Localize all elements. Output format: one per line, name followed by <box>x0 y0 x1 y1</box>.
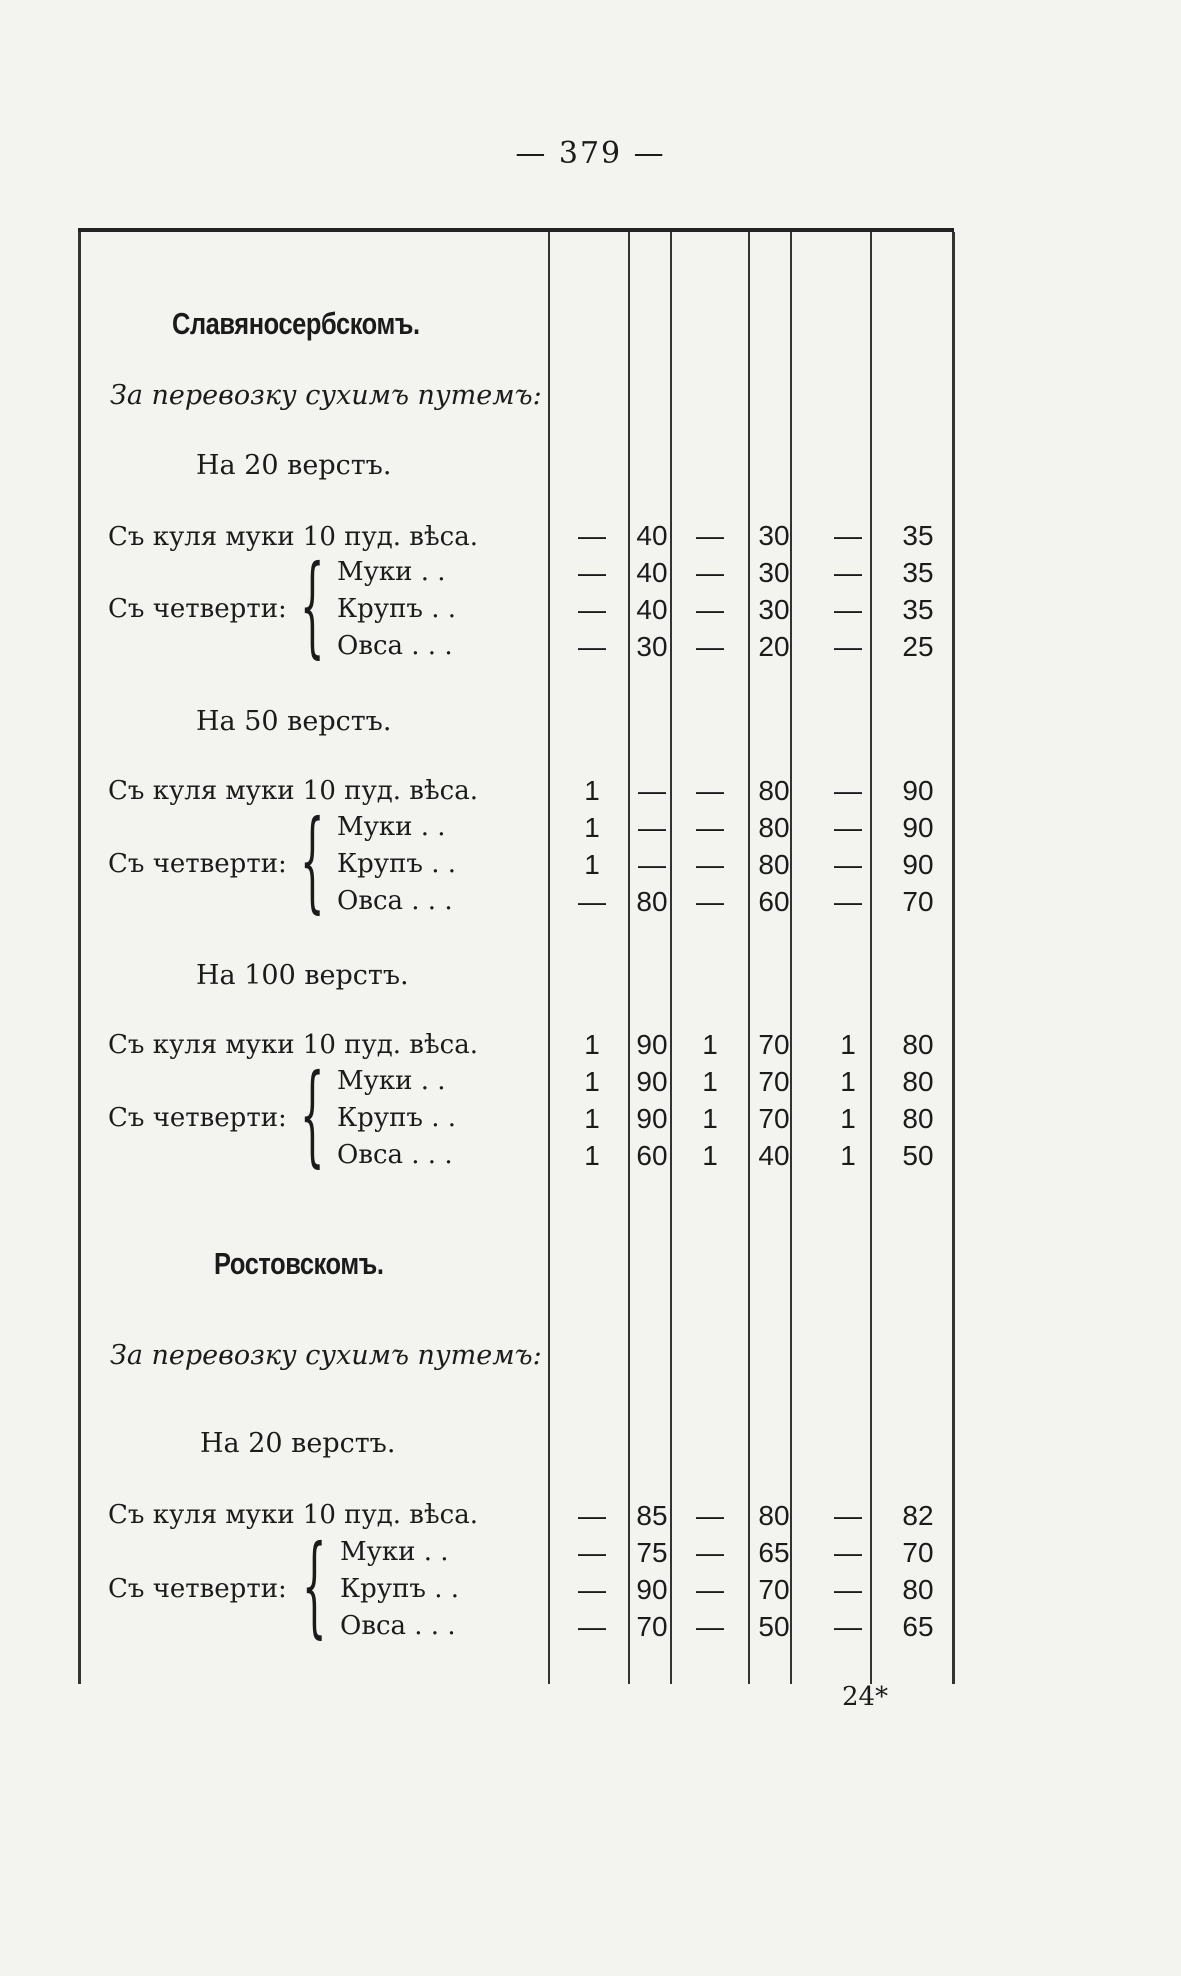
value-cell: — <box>578 631 606 662</box>
value-cell: — <box>578 520 606 551</box>
value-cell: 70 <box>758 1066 790 1097</box>
value-cell: — <box>696 1537 724 1568</box>
value-cell: — <box>696 812 724 843</box>
value-cell: 1 <box>840 1029 856 1060</box>
value-cell: 1 <box>584 849 600 880</box>
value-cell: 40 <box>636 594 668 625</box>
kul-label: Съ куля муки 10 пуд. вѣса. <box>108 1030 478 1060</box>
value-cell: 70 <box>636 1611 668 1642</box>
table-top-rule <box>78 228 954 232</box>
value-cell: 35 <box>902 557 934 588</box>
value-cell: — <box>834 1611 862 1642</box>
value-cell: 80 <box>758 849 790 880</box>
value-cell: — <box>638 849 666 880</box>
quarter-label: Съ четверти: <box>108 1103 287 1133</box>
value-cell: 80 <box>758 812 790 843</box>
value-cell: — <box>578 1537 606 1568</box>
value-cell: — <box>696 1500 724 1531</box>
brace: { <box>300 1050 325 1178</box>
value-cell: 30 <box>758 594 790 625</box>
brace: { <box>300 541 325 669</box>
value-cell: 70 <box>758 1103 790 1134</box>
column-rule <box>548 232 550 1684</box>
column-rule <box>790 232 792 1684</box>
grain-label: Крупъ . . <box>340 1574 459 1604</box>
value-cell: 30 <box>636 631 668 662</box>
grain-label: Крупъ . . <box>337 594 456 624</box>
value-cell: — <box>834 812 862 843</box>
value-cell: 1 <box>702 1103 718 1134</box>
value-cell: 1 <box>702 1029 718 1060</box>
distance-label: На 100 верстъ. <box>196 960 409 991</box>
value-cell: — <box>696 594 724 625</box>
value-cell: 35 <box>902 520 934 551</box>
value-cell: 1 <box>584 812 600 843</box>
value-cell: 1 <box>584 1140 600 1171</box>
table-right-rule <box>952 232 955 1684</box>
value-cell: — <box>578 1500 606 1531</box>
value-cell: 70 <box>902 1537 934 1568</box>
section-title: Ростовскомъ. <box>214 1246 384 1281</box>
value-cell: 1 <box>840 1140 856 1171</box>
value-cell: 80 <box>902 1029 934 1060</box>
column-rule <box>748 232 750 1684</box>
value-cell: 65 <box>902 1611 934 1642</box>
column-rule <box>628 232 630 1684</box>
value-cell: 90 <box>902 775 934 806</box>
value-cell: 1 <box>840 1103 856 1134</box>
value-cell: 80 <box>636 886 668 917</box>
value-cell: — <box>834 775 862 806</box>
grain-label: Крупъ . . <box>337 1103 456 1133</box>
value-cell: 1 <box>584 1066 600 1097</box>
value-cell: 80 <box>902 1103 934 1134</box>
value-cell: — <box>696 775 724 806</box>
grain-label: Муки . . <box>337 557 446 587</box>
value-cell: 82 <box>902 1500 934 1531</box>
distance-label: На 50 верстъ. <box>196 706 392 737</box>
value-cell: 70 <box>902 886 934 917</box>
value-cell: 25 <box>902 631 934 662</box>
value-cell: — <box>578 557 606 588</box>
value-cell: — <box>834 1574 862 1605</box>
value-cell: 90 <box>902 849 934 880</box>
value-cell: — <box>638 775 666 806</box>
value-cell: — <box>578 594 606 625</box>
signature-mark: 24* <box>842 1682 889 1712</box>
value-cell: 60 <box>758 886 790 917</box>
grain-label: Крупъ . . <box>337 849 456 879</box>
value-cell: 1 <box>840 1066 856 1097</box>
value-cell: — <box>834 631 862 662</box>
value-cell: 90 <box>636 1029 668 1060</box>
value-cell: 40 <box>636 557 668 588</box>
kul-label: Съ куля муки 10 пуд. вѣса. <box>108 522 478 552</box>
grain-label: Муки . . <box>340 1537 449 1567</box>
table-left-rule <box>78 232 81 1684</box>
value-cell: 50 <box>758 1611 790 1642</box>
value-cell: — <box>696 631 724 662</box>
quarter-label: Съ четверти: <box>108 849 287 879</box>
value-cell: — <box>696 849 724 880</box>
grain-label: Муки . . <box>337 1066 446 1096</box>
grain-label: Овса . . . <box>340 1611 456 1641</box>
brace: { <box>300 796 325 924</box>
value-cell: — <box>696 886 724 917</box>
value-cell: — <box>834 849 862 880</box>
grain-label: Овса . . . <box>337 631 453 661</box>
section-subtitle: За перевозку сухимъ путемъ: <box>110 1340 542 1371</box>
distance-label: На 20 верстъ. <box>196 450 392 481</box>
column-rule <box>870 232 872 1684</box>
value-cell: 30 <box>758 520 790 551</box>
value-cell: 90 <box>636 1066 668 1097</box>
value-cell: 20 <box>758 631 790 662</box>
grain-label: Овса . . . <box>337 1140 453 1170</box>
quarter-label: Съ четверти: <box>108 594 287 624</box>
value-cell: 70 <box>758 1029 790 1060</box>
section-subtitle: За перевозку сухимъ путемъ: <box>110 380 542 411</box>
value-cell: — <box>696 520 724 551</box>
value-cell: — <box>578 1611 606 1642</box>
value-cell: 80 <box>902 1066 934 1097</box>
value-cell: 80 <box>758 775 790 806</box>
value-cell: 40 <box>636 520 668 551</box>
value-cell: — <box>834 1500 862 1531</box>
value-cell: 90 <box>902 812 934 843</box>
kul-label: Съ куля муки 10 пуд. вѣса. <box>108 1500 478 1530</box>
kul-label: Съ куля муки 10 пуд. вѣса. <box>108 776 478 806</box>
value-cell: 1 <box>584 1029 600 1060</box>
value-cell: — <box>696 1574 724 1605</box>
value-cell: — <box>834 557 862 588</box>
distance-label: На 20 верстъ. <box>200 1428 396 1459</box>
value-cell: 60 <box>636 1140 668 1171</box>
page-number: — 379 — <box>515 136 666 171</box>
value-cell: — <box>834 886 862 917</box>
value-cell: 80 <box>902 1574 934 1605</box>
value-cell: — <box>696 1611 724 1642</box>
value-cell: 85 <box>636 1500 668 1531</box>
value-cell: — <box>578 1574 606 1605</box>
value-cell: 65 <box>758 1537 790 1568</box>
brace: { <box>302 1521 327 1649</box>
value-cell: 1 <box>584 775 600 806</box>
value-cell: — <box>834 594 862 625</box>
value-cell: 35 <box>902 594 934 625</box>
value-cell: — <box>834 1537 862 1568</box>
value-cell: — <box>578 886 606 917</box>
value-cell: 1 <box>584 1103 600 1134</box>
value-cell: 75 <box>636 1537 668 1568</box>
section-title: Славяносербскомъ. <box>172 306 420 341</box>
column-rule <box>670 232 672 1684</box>
value-cell: 30 <box>758 557 790 588</box>
value-cell: 40 <box>758 1140 790 1171</box>
value-cell: 1 <box>702 1140 718 1171</box>
grain-label: Овса . . . <box>337 886 453 916</box>
value-cell: — <box>638 812 666 843</box>
value-cell: 90 <box>636 1103 668 1134</box>
value-cell: 1 <box>702 1066 718 1097</box>
value-cell: — <box>696 557 724 588</box>
value-cell: 70 <box>758 1574 790 1605</box>
value-cell: 90 <box>636 1574 668 1605</box>
grain-label: Муки . . <box>337 812 446 842</box>
value-cell: — <box>834 520 862 551</box>
value-cell: 50 <box>902 1140 934 1171</box>
quarter-label: Съ четверти: <box>108 1574 287 1604</box>
value-cell: 80 <box>758 1500 790 1531</box>
